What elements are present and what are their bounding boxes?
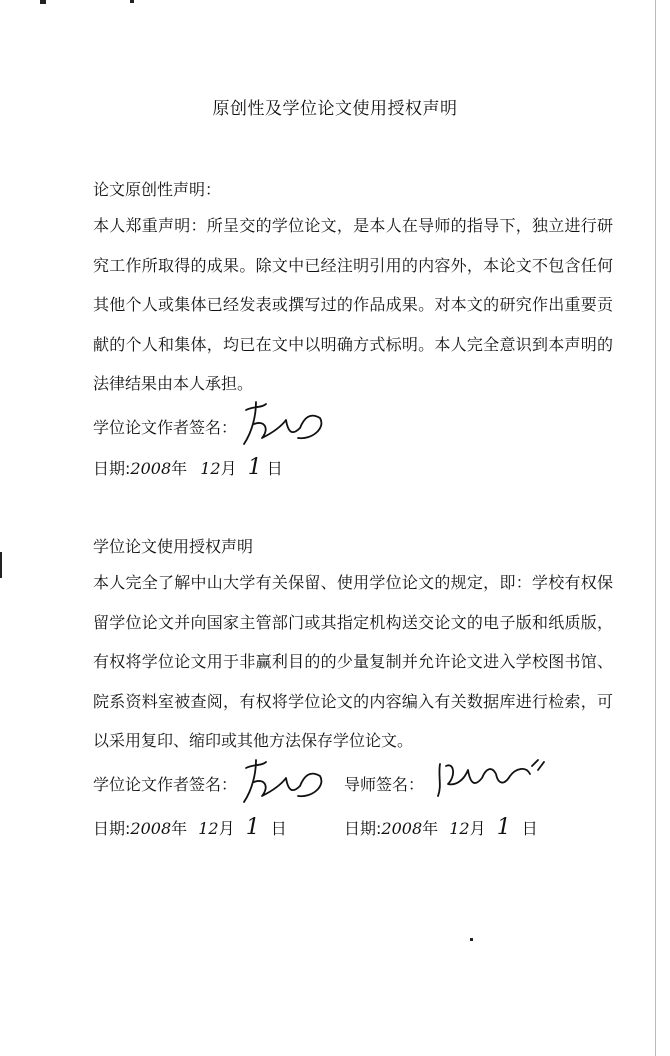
date-month: 12 bbox=[449, 819, 470, 838]
date-day: 1 bbox=[496, 815, 511, 840]
originality-date bbox=[93, 455, 283, 480]
author-date-2 bbox=[93, 815, 287, 840]
date-day: 1 bbox=[245, 815, 260, 840]
advisor-signature bbox=[434, 756, 554, 802]
date-label: 日期: bbox=[344, 819, 382, 838]
date-label: 日期: bbox=[93, 819, 131, 838]
originality-heading: 论文原创性声明： bbox=[93, 180, 222, 199]
authorization-body: 本人完全了解中山大学有关保留、使用学位论文的规定，即：学校有权保留学位论文并向国家主管部门或其指定机构送交论文的电子版和纸质版，有权将学位论文用于非赢利目的的少量复制并允许论文进入学校图书馆、院系资料室被查阅，有权将学位论文的内容编入有关数据库进行检索，可以采用复印、缩印或其他方法保存学位论文。 bbox=[93, 573, 613, 750]
date-year: 2008 bbox=[130, 819, 172, 838]
scan-artifact bbox=[40, 0, 46, 4]
scan-artifact bbox=[130, 0, 134, 3]
date-label: 日期: bbox=[93, 459, 131, 478]
day-char: 日 bbox=[266, 459, 283, 478]
date-month: 12 bbox=[200, 459, 221, 478]
authorization-heading: 学位论文使用授权声明 bbox=[93, 537, 254, 556]
year-char: 年 bbox=[171, 459, 188, 478]
year-char: 年 bbox=[422, 819, 439, 838]
author-signature-label: 学位论文作者签名： bbox=[93, 418, 238, 437]
date-month: 12 bbox=[198, 819, 219, 838]
originality-body: 本人郑重声明：所呈交的学位论文，是本人在导师的指导下，独立进行研究工作所取得的成果。除文中已经注明引用的内容外，本论文不包含任何其他个人或集体已经发表或撰写过的作品成果。对本文的研究作出重要贡献的个人和集体，均已在文中以明确方式标明。本人完全意识到本声明的法律结果由本人承担。 bbox=[93, 216, 613, 393]
date-year: 2008 bbox=[130, 459, 172, 478]
author-signature-2 bbox=[240, 756, 330, 808]
scan-artifact bbox=[0, 552, 2, 578]
author-signature-1 bbox=[240, 398, 330, 450]
scan-artifact bbox=[470, 938, 473, 941]
scan-artifact bbox=[655, 0, 656, 1056]
month-char: 月 bbox=[469, 819, 486, 838]
document-title: 原创性及学位论文使用授权声明 bbox=[212, 99, 458, 119]
date-day: 1 bbox=[247, 455, 262, 480]
month-char: 月 bbox=[220, 459, 237, 478]
advisor-date bbox=[344, 815, 538, 840]
day-char: 日 bbox=[521, 819, 538, 838]
year-char: 年 bbox=[171, 819, 188, 838]
month-char: 月 bbox=[218, 819, 235, 838]
date-year: 2008 bbox=[381, 819, 423, 838]
author-signature-label-2: 学位论文作者签名： bbox=[93, 775, 238, 794]
advisor-signature-label: 导师签名： bbox=[344, 775, 425, 794]
day-char: 日 bbox=[270, 819, 287, 838]
